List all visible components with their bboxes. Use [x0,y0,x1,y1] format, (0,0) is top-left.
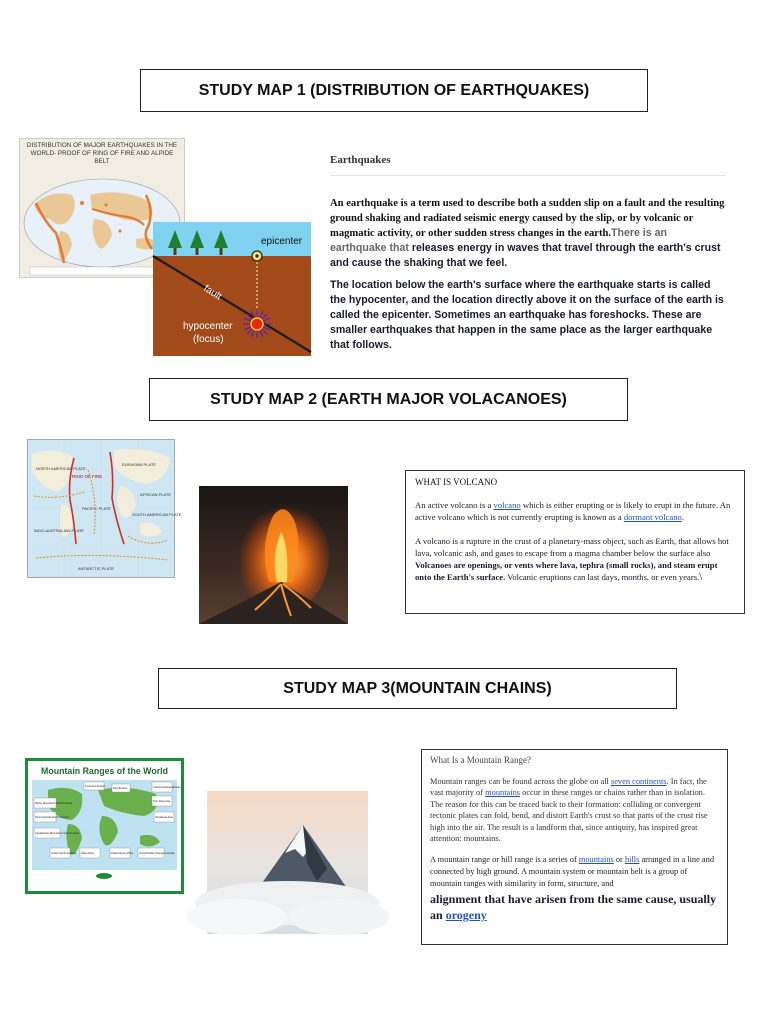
map-label-alps: Alps Europe [113,787,128,790]
map-label-ural: Ural Russia/Kazakhstan [153,786,181,789]
volcano-link[interactable]: volcano [493,500,521,510]
focus-label: (focus) [193,334,224,345]
study-map-1-title-text: STUDY MAP 1 (DISTRIBUTION OF EARTHQUAKES) [198,81,590,99]
map-label-eurasian: EURASIAN PLATE [122,462,156,467]
map-label-atlas: Atlas Africa [81,852,94,855]
mountain-peak-photo [207,791,368,934]
mountain-range-box [421,749,728,945]
map-label-rocky: Rocky Mountains North America [35,802,73,805]
map-label-ring-of-fire: RING OF FIRE [72,474,103,479]
erupting-volcano-photo [199,486,348,624]
mountain-paragraph-1: Mountain ranges can be found across the globe on all seven continents. In fact, the vast majority of mountains occur in these ranges or chains rather than in isolation. The reason for this can be traced back to their formation: colliding or convergent tectonic plates can fold, bend, and distort Earth's crust so that parts of the crust rise high into the air. The result is a landform that, since antiquity, has inspired great attention: mountains. [430,777,708,844]
map-label-drakensberg: Drakensberg Africa [111,852,134,855]
study-map-1-title [140,69,648,112]
map-label-great-dividing: Great Dividing Range Australia [139,852,175,855]
map-label-pyrenees: Pyrenees Europe [85,785,106,788]
mountain-map-title: Mountain Ranges of the World [41,766,168,776]
study-map-3-title-text: STUDY MAP 3(MOUNTAIN CHAINS) [283,679,552,697]
study-map-2-title-text: STUDY MAP 2 (EARTH MAJOR VOLACANOES) [210,390,567,408]
mountains-link-2[interactable]: mountains [578,855,614,865]
map-label-african: AFRICAN PLATE [140,492,172,497]
volcano-plates-map [27,439,182,578]
epicenter-label: epicenter [261,236,303,247]
hypocenter-label: hypocenter [183,321,233,332]
earthquakes-text [330,154,726,353]
twinkl-logo-icon [96,873,112,879]
map-label-south-american: SOUTH AMERICAN PLATE [132,512,182,517]
mountain-paragraph-2: A mountain range or hill range is a series of mountains or hills arranged in a line and connected by high ground. A mountain system or mountain belt is a group of mountain ranges with similarity in form, structure, and [430,855,715,889]
dormant-volcano-link[interactable]: dormant volcano [623,512,682,522]
mountains-link-1[interactable]: mountains [485,788,521,798]
map-label-andes: Andes South America [51,852,76,855]
map-label-himalayas: Himalayas Asia [155,816,173,819]
earthquake-paragraph-1: An earthquake is a term used to describe both a sudden slip on a fault and the resulting ground shaking and radiated seismic energy caused by the slip, or by volcanic or magmatic activity, or other sudden stress changes in the earth.There is an earthquake that releases energy in waves that travel through the earth's crust and cause the shaking that we feel. [330,198,725,269]
seven-continents-link[interactable]: seven continents [610,777,667,786]
map-label-antarctic: ANTARCTIC PLATE [78,566,115,571]
volcano-box-heading: WHAT IS VOLCANO [415,477,498,487]
map-label-north-american: NORTH AMERICAN PLATE [36,466,86,471]
what-is-volcano-box [405,470,745,614]
orogeny-link[interactable]: orogeny [445,908,487,923]
volcano-paragraph-2: A volcano is a rupture in the crust of a planetary-mass object, such as Earth, that allows hot lava, volcanic ash, and gases to escape from a magma chamber below the surface also Volcanoes are openings, or vents where lava, tephra (small rocks), and steam erupt onto the Earth's surface. Volcanic eruptions can last days, months, or even years.\ [415,536,729,583]
earthquake-map-heading: DISTRIBUTION OF MAJOR EARTHQUAKES IN THE WORLD- PROOF OF RING OF FIRE AND ALPIDE BELT [26,142,178,165]
epicenter-hypocenter-diagram [153,222,311,356]
map-label-sierra-nevada: Sierra Nevada North America [35,816,69,819]
study-map-3-title [158,668,677,709]
fault-label: fault [201,283,224,303]
mountain-paragraph-2-large: alignment that have arisen from the same cause, usually an orogeny [430,892,717,923]
mountain-world-map-graphic [28,776,181,888]
map-label-pacific: PACIFIC PLATE [82,506,111,511]
volcano-paragraph-1: An active volcano is a volcano which is either erupting or is likely to erupt in the future. An active volcano which is not currently erupting is known as a dormant volcano. [415,500,731,522]
study-map-2-title [149,378,628,421]
map-label-tian-shan: Tian Shan Asia [153,800,171,803]
hills-link[interactable]: hills [624,855,640,865]
map-label-indo-australian: INDO-AUSTRALIAN PLATE [34,528,84,533]
mountain-ranges-map [25,758,184,894]
map-label-appalachian: Appalachian Mountains North America [35,832,80,835]
earthquake-paragraph-2: The location below the earth's surface where the earthquake starts is called the hypocenter, and the location directly above it on the surface of the earth is called the epicenter. Sometimes an earthquake has foreshocks. These are smaller earthquakes that happen in the same place as the larger earthquake that follows. [330,279,724,351]
mountain-box-heading: What Is a Mountain Range? [430,755,531,765]
earthquakes-heading: Earthquakes [330,154,726,176]
